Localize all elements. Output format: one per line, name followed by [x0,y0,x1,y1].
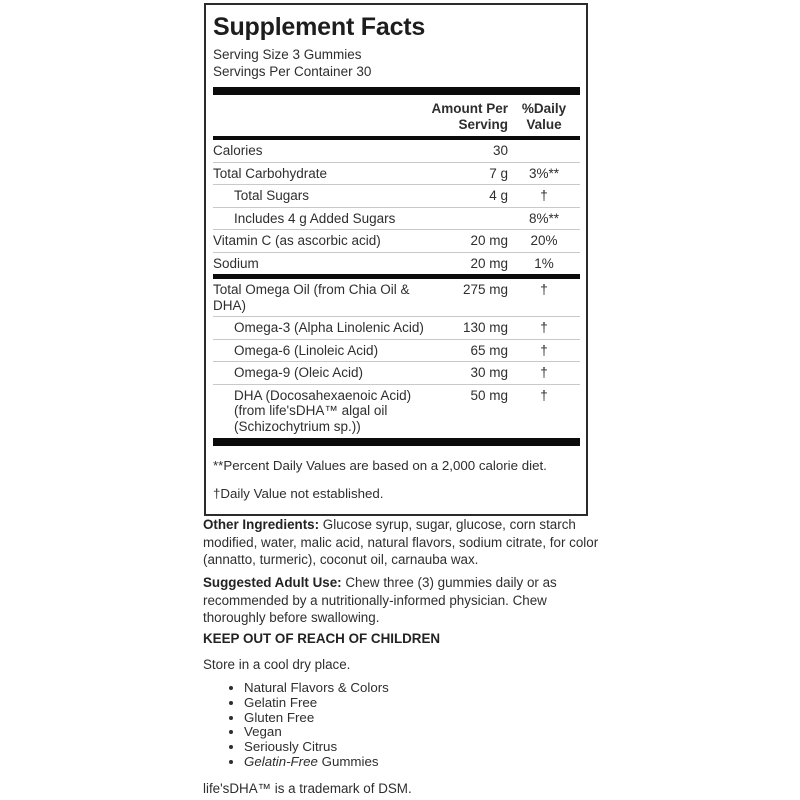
feature-item: • Gelatin-Free Gummies [244,755,643,770]
facts-row [213,207,580,230]
footnote-dagger: †Daily Value not established. [213,486,384,501]
trademark-note: life'sDHA™ is a trademark of DSM. [203,781,412,796]
storage-note: Store in a cool dry place. [203,657,351,672]
nutrient-amount: 275 mg [462,282,508,297]
feature-item: • Seriously Citrus [244,740,643,755]
nutrient-name: Total Omega Oil (from Chia Oil & DHA) [213,282,410,313]
feature-item: • Gelatin Free [244,696,643,711]
nutrient-daily-value: † [540,188,548,203]
suggested-use-text: Chew three (3) gummies daily or as recommended by a nutritionally-informed physician. Chew thoroughly before swallowing. [203,575,557,625]
nutrient-amount: 20 mg [470,255,508,271]
facts-row [213,316,580,339]
nutrient-amount: 30 [492,143,508,158]
panel-title: Supplement Facts [213,13,426,41]
nutrient-name: Calories [213,143,263,158]
nutrient-daily-value: † [540,282,548,297]
nutrient-daily-value: † [540,387,548,403]
feature-item: • Natural Flavors & Colors [244,681,643,696]
divider-bar-bottom [213,438,580,446]
nutrient-amount: 4 g [489,188,508,203]
nutrient-name: Total Sugars [234,188,310,203]
column-header-amount: Amount Per Serving [431,101,508,132]
footnote-daily-values: **Percent Daily Values are based on a 2,000 calorie diet. [213,458,547,473]
column-headers [213,95,580,136]
nutrient-name: Sodium [213,255,259,271]
servings-per-container: Servings Per Container 30 [213,64,372,79]
other-ingredients-text: Glucose syrup, sugar, glucose, corn starch modified, water, malic acid, natural flavors, sodium citrate, for color (annatto, turmeric), coconut oil, carnauba wax. [203,517,599,567]
facts-row [213,184,580,207]
nutrient-name: Omega-6 (Linoleic Acid) [234,342,379,358]
nutrient-daily-value: † [540,320,548,335]
feature-item: • Gluten Free [244,711,643,726]
feature-list [203,681,643,770]
facts-row [213,140,580,162]
facts-row [213,229,580,252]
nutrient-daily-value: † [540,342,548,358]
nutrient-name: Vitamin C (as ascorbic acid) [213,233,381,248]
facts-rows [213,140,580,437]
serving-size: Serving Size 3 Gummies [213,47,362,62]
nutrient-amount: 50 mg [470,387,508,403]
facts-row [213,384,580,438]
feature-item: • Vegan [244,725,643,740]
facts-row [213,162,580,185]
nutrient-daily-value: 20% [530,233,558,248]
nutrient-name: Includes 4 g Added Sugars [234,210,396,226]
facts-row [213,339,580,362]
divider-bar-top [213,87,580,95]
nutrient-amount: 20 mg [470,233,508,248]
facts-row [213,279,580,316]
nutrient-daily-value: 8%** [528,210,560,226]
suggested-use [203,574,602,627]
nutrient-daily-value: 3%** [528,165,560,181]
nutrient-name: Omega-3 (Alpha Linolenic Acid) [234,320,424,335]
suggested-use-label: Suggested Adult Use: [203,575,342,590]
nutrient-name: Total Carbohydrate [213,165,328,181]
supplement-facts-panel [204,3,588,516]
nutrient-amount: 65 mg [470,342,508,358]
nutrient-daily-value: † [540,365,548,380]
nutrient-amount: 7 g [489,165,508,181]
nutrient-amount: 130 mg [462,320,508,335]
warning-heading: KEEP OUT OF REACH OF CHILDREN [203,631,441,646]
nutrient-name: DHA (Docosahexaenoic Acid) (from life'sDHA™ algal oil (Schizochytrium sp.)) [234,387,412,434]
facts-row [213,361,580,384]
other-ingredients-label: Other Ingredients: [203,517,320,532]
feature-item-italic: Gelatin-Free [244,753,318,769]
other-ingredients [203,516,602,569]
column-header-daily-value: %Daily Value [521,101,567,132]
nutrient-daily-value: 1% [534,255,554,271]
nutrient-amount: 30 mg [470,365,508,380]
facts-row [213,252,580,275]
nutrient-name: Omega-9 (Oleic Acid) [234,365,364,380]
